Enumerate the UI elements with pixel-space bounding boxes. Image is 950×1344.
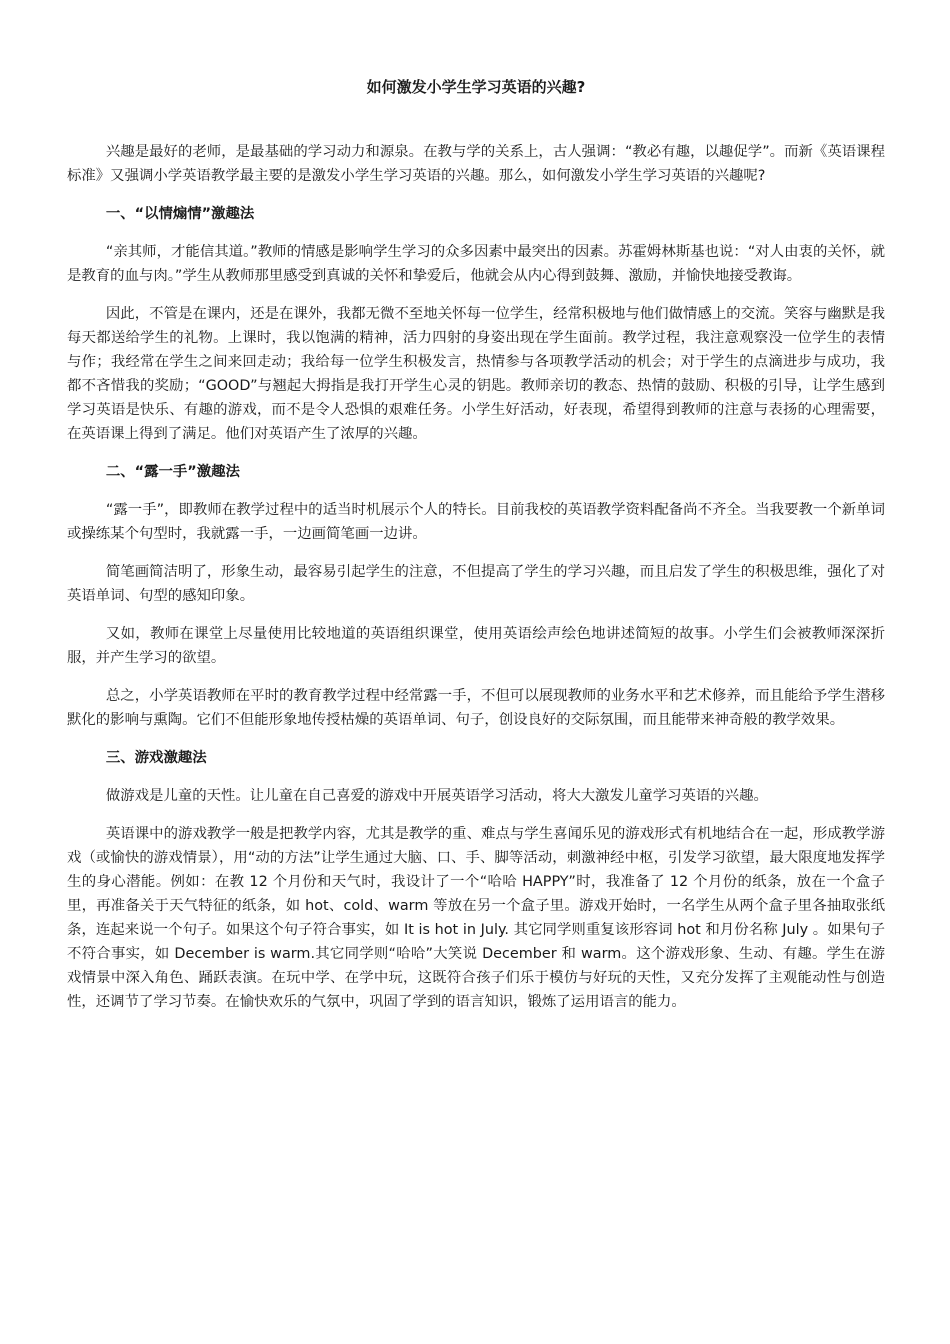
paragraph: “亲其师，才能信其道。”教师的情感是影响学生学习的众多因素中最突出的因素。苏霍姆林斯基也说：“对人由衷的关怀，就是教育的血与肉。”学生从教师那里感受到真诚的关怀和挚爱后，他就会从内心得到鼓舞、激励，并愉快地接受教诲。	[67, 244, 885, 284]
section-heading-1: 一、“以情煽情”激趣法	[105, 206, 255, 222]
paragraph: 因此，不管是在课内，还是在课外，我都无微不至地关怀每一位学生，经常积极地与他们做情感上的交流。笑容与幽默是我每天都送给学生的礼物。上课时，我以饱满的精神，活力四射的身姿出现在学生面前。教学过程，我注意观察没一位学生的表情与作；我经常在学生之间来回走动；我给每一位学生积极发言，热情参与各项教学活动的机会；对于学生的点滴进步与成功，我都不吝惜我的奖励；“GOOD”与翘起大拇指是我打开学生心灵的钥匙。教师亲切的教态、热情的鼓励、积极的引导，让学生感到学习英语是快乐、有趣的游戏，而不是令人恐惧的艰难任务。小学生好活动，好表现，希望得到教师的注意与表扬的心理需要，在英语课上得到了满足。他们对英语产生了浓厚的兴趣。	[67, 306, 885, 442]
section-heading-2: 二、“露一手”激趣法	[105, 464, 240, 480]
paragraph: 做游戏是儿童的天性。让儿童在自己喜爱的游戏中开展英语学习活动，将大大激发儿童学习英语的兴趣。	[105, 788, 768, 804]
paragraph: 总之，小学英语教师在平时的教育教学过程中经常露一手，不但可以展现教师的业务水平和艺术修养，而且能给予学生潜移默化的影响与熏陶。它们不但能形象地传授枯燥的英语单词、句子，创设良好的交际氛围，而且能带来神奇般的教学效果。	[67, 688, 885, 728]
paragraph-intro: 兴趣是最好的老师，是最基础的学习动力和源泉。在教与学的关系上，古人强调：“教必有趣，以趣促学”。而新《英语课程标准》又强调小学英语教学最主要的是激发小学生学习英语的兴趣。那么，如何激发小学生学习英语的兴趣呢?	[67, 144, 885, 184]
document-title: 如何激发小学生学习英语的兴趣?	[366, 78, 586, 96]
section-heading-3: 三、游戏激趣法	[105, 750, 207, 766]
paragraph: 又如，教师在课堂上尽量使用比较地道的英语组织课堂，使用英语绘声绘色地讲述简短的故事。小学生们会被教师深深折服，并产生学习的欲望。	[67, 626, 885, 666]
document-body	[67, 140, 885, 1028]
paragraph: “露一手”，即教师在教学过程中的适当时机展示个人的特长。目前我校的英语教学资料配备尚不齐全。当我要教一个新单词或操练某个句型时，我就露一手，一边画简笔画一边讲。	[67, 502, 885, 542]
paragraph: 简笔画简洁明了，形象生动，最容易引起学生的注意，不但提高了学生的学习兴趣，而且启发了学生的积极思维，强化了对英语单词、句型的感知印象。	[67, 564, 885, 604]
paragraph: 英语课中的游戏教学一般是把教学内容，尤其是教学的重、难点与学生喜闻乐见的游戏形式有机地结合在一起，形成教学游戏（或愉快的游戏情景），用“动的方法”让学生通过大脑、口、手、脚等活动，刺激神经中枢，引发学习欲望，最大限度地发挥学生的身心潜能。例如：在教 12 个月份和天气时，我设计了一个“哈哈 HAPPY”时，我准备了 12 个月份的纸条，放在一个盒子里，再准备关于天气特征的纸条，如 hot、cold、warm 等放在另一个盒子里。游戏开始时，一名学生从两个盒子里各抽取张纸条，连起来说一个句子。如果这个句子符合事实，如 It is hot in July. 其它同学则重复该形容词 hot 和月份名称 July 。如果句子不符合事实，如 December is warm.其它同学则“哈哈”大笑说 December 和 warm。这个游戏形象、生动、有趣。学生在游戏情景中深入角色、踊跃表演。在玩中学、在学中玩，这既符合孩子们乐于模仿与好玩的天性，又充分发挥了主观能动性与创造性，还调节了学习节奏。在愉快欢乐的气氛中，巩固了学到的语言知识，锻炼了运用语言的能力。	[67, 826, 885, 1010]
